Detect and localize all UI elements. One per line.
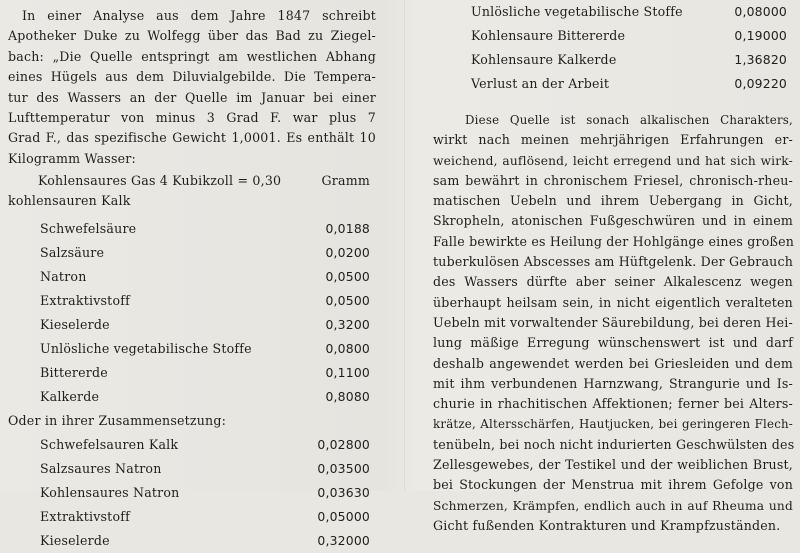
body-line: churie in rhachitischen Affektionen; ferner bei Alters- — [433, 396, 793, 412]
table-row — [8, 433, 376, 457]
row-name: Kieselerde — [40, 533, 110, 549]
table-row — [8, 217, 376, 241]
intro-line: Lufttemperatur von minus 3 Grad F. war plus 7 — [8, 110, 376, 126]
body-line: weichend, auflösend, leicht erregend und hat sich wirk- — [433, 153, 793, 168]
body-line: tenübeln, bei noch nicht indurierten Geschwülsten des — [433, 436, 795, 452]
body-line: mit ihm verbundenen Harnzwang, Strangurie und Is- — [433, 375, 793, 391]
body-line: Gicht fußenden Kontrakturen und Krampfzuständen. — [433, 517, 781, 533]
row-value: 0,8080 — [325, 389, 370, 405]
intro-line: Kilogramm Wasser: — [8, 150, 136, 166]
table-row — [8, 385, 376, 409]
row-name: Salzsaures Natron — [40, 461, 162, 477]
gas-text: Kohlensaures Gas 4 Kubikzoll = 0,30 — [38, 173, 282, 189]
body-line: krätze, Altersschärfen, Hautjucken, bei geringeren Flech- — [433, 417, 793, 432]
row-name: Kohlensaure Bittererde — [471, 28, 626, 43]
row-name: Kohlensaure Kalkerde — [471, 52, 617, 67]
gas-unit: Gramm — [321, 173, 370, 189]
row-value: 0,0800 — [325, 341, 370, 357]
row-name: Extraktivstoff — [40, 509, 130, 525]
body-line: Skropheln, atonischen Fußgeschwüren und in einem — [433, 213, 793, 229]
analysis-table-2 — [8, 433, 376, 553]
row-name: Kieselerde — [40, 317, 110, 333]
body-line: Schmerzen, Krämpfen, endlich auch in auf Rheuma und — [433, 498, 793, 513]
body-paragraph — [433, 110, 793, 536]
intro-line: bach: „Die Quelle entspringt am westlichen Abhang — [8, 48, 376, 64]
row-name: Salzsäure — [40, 245, 105, 261]
table-row — [8, 337, 376, 361]
row-value: 0,0200 — [325, 245, 370, 261]
table-row — [8, 313, 376, 337]
row-name: Bittererde — [40, 365, 108, 381]
intro-line: eines Hügels aus dem Diluvialgebilde. Die Tempera- — [8, 69, 376, 85]
row-value: 0,19000 — [734, 28, 787, 43]
body-line: deshalb angewendet werden bei Griesleiden und dem — [433, 355, 793, 371]
body-line: Diese Quelle ist sonach alkalischen Charakters, — [465, 113, 793, 127]
row-value: 0,1100 — [325, 365, 370, 381]
row-name: Unlösliche vegetabilische Stoffe — [40, 341, 252, 357]
row-name: Unlösliche vegetabilische Stoffe — [471, 4, 683, 19]
intro-line: tur des Wassers an der Quelle im Januar bei einer — [8, 89, 376, 105]
intro-paragraph — [8, 6, 376, 169]
intro-line: Apotheker Duke zu Wolfegg über das Bad zu Ziegel- — [8, 28, 376, 44]
row-name: Verlust an der Arbeit — [471, 76, 610, 91]
analysis-table-1 — [8, 217, 376, 409]
row-value: 0,02800 — [317, 437, 370, 453]
table-row — [433, 0, 793, 24]
row-name: Schwefelsauren Kalk — [40, 437, 179, 453]
body-line: lung mäßige Erregung wünschenswert ist und darf — [433, 335, 793, 351]
row-value: 0,03500 — [317, 461, 370, 477]
intro-line: Grad F., das spezifische Gewicht 1,0001. Es enthält 10 — [8, 130, 376, 146]
table-row — [8, 265, 376, 289]
table-row — [433, 24, 793, 48]
row-name: Kalkerde — [40, 389, 100, 405]
analysis-table-continued — [433, 0, 793, 96]
row-value: 0,3200 — [325, 317, 370, 333]
row-value: 0,0188 — [325, 221, 370, 237]
body-line: matischen Uebeln und ihrem Uebergang in Gicht, — [433, 193, 793, 209]
table-row — [8, 361, 376, 385]
table-row — [8, 481, 376, 505]
body-line: des Wassers dürfte aber seiner Alkalescenz wegen — [433, 274, 793, 290]
table-row — [8, 505, 376, 529]
table-row — [433, 72, 793, 96]
row-value: 0,0500 — [325, 293, 370, 309]
row-value: 0,03630 — [317, 485, 370, 501]
body-line: tuberkulösen Abscesses am Hüftgelenk. Der Gebrauch — [433, 254, 794, 270]
table-row — [8, 529, 376, 553]
table-row — [8, 289, 376, 313]
intro-line: In einer Analyse aus dem Jahre 1847 schreibt — [22, 8, 376, 23]
kalk-heading: kohlensauren Kalk — [8, 193, 131, 209]
left-column — [8, 0, 376, 549]
row-name: Kohlensaures Natron — [40, 485, 180, 501]
row-value: 0,05000 — [317, 509, 370, 525]
row-name: Schwefelsäure — [40, 221, 137, 237]
right-column — [433, 0, 795, 533]
body-line: Falle bewirkte es Heilung der Hohlgänge eines großen — [433, 233, 795, 249]
body-line: überhaupt heilsam sein, in nicht eigentlich veralteten — [433, 294, 793, 310]
table-row — [433, 48, 793, 72]
row-value: 0,08000 — [734, 4, 787, 19]
body-line: Zellesgewebes, der Testikel und der weiblichen Brust, — [433, 457, 793, 473]
table-row — [8, 241, 376, 265]
row-value: 1,36820 — [734, 52, 787, 67]
row-value: 0,09220 — [734, 76, 787, 91]
column-gutter — [404, 0, 405, 491]
gas-line — [8, 171, 376, 191]
body-line: wirkt nach meinen mehrjährigen Erfahrungen er- — [433, 132, 793, 148]
row-value: 0,0500 — [325, 269, 370, 285]
table-row — [8, 457, 376, 481]
row-value: 0,32000 — [317, 533, 370, 549]
row-name: Extraktivstoff — [40, 293, 130, 309]
composition-heading: Oder in ihrer Zusammensetzung: — [8, 413, 227, 429]
body-line: Uebeln mit vorwaltender Säurebildung, bei deren Hei- — [433, 314, 793, 330]
row-name: Natron — [40, 269, 87, 285]
body-line: bei Stockungen der Menstrua mit ihrem Gefolge von — [433, 477, 793, 493]
body-line: sam bewährt in chronischem Friesel, chronisch-rheu- — [433, 172, 793, 188]
